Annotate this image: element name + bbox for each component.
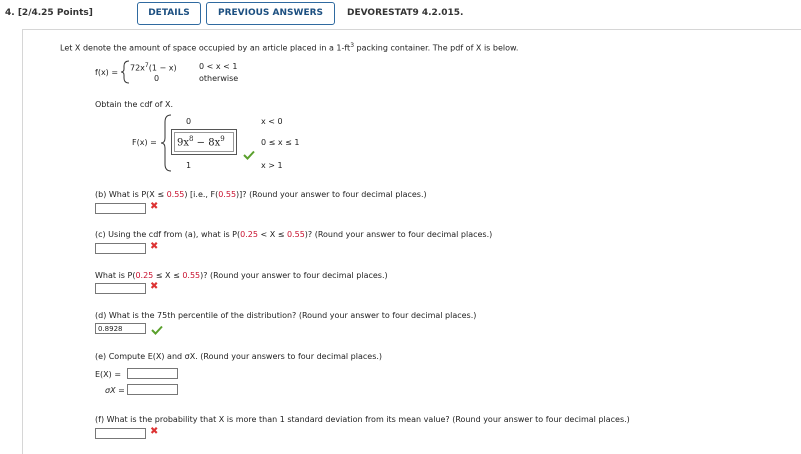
part-c-question: (c) Using the cdf from (a), what is P(0.25 < X ≤ 0.55)? (Round your answer to four decimal places.) [95, 230, 493, 239]
part-f-question: (f) What is the probability that X is more than 1 standard deviation from its mean value? (Round your answer to four decimal places.) [95, 415, 630, 424]
source-label: DEVORESTAT9 4.2.015. [347, 8, 464, 18]
pdf-expression: $72x^7(1 - x)$ [130, 62, 177, 73]
previous-answers-button[interactable]: PREVIOUS ANSWERS [206, 2, 335, 25]
cdf-top-value: 0 [186, 117, 192, 126]
cdf-bottom-condition: x > 1 [261, 161, 283, 170]
wrong-icon: ✖ [150, 426, 159, 437]
ex-input[interactable] [127, 368, 178, 379]
check-icon [243, 150, 255, 160]
cdf-label: F(x) = [132, 138, 157, 147]
cdf-mid-condition: 0 ≤ x ≤ 1 [261, 138, 300, 147]
question-number: 4. [2/4.25 Points] [5, 8, 93, 18]
part-b-input[interactable] [95, 203, 146, 214]
cdf-answer-expression: $9x^8 - 8x^9$ [177, 135, 225, 149]
sigma-x-label: σX = [105, 386, 125, 395]
wrong-icon: ✖ [150, 281, 159, 292]
question-header [0, 0, 801, 29]
part-c-input[interactable] [95, 243, 146, 254]
part-c2-question: What is P(0.25 ≤ X ≤ 0.55)? (Round your answer to four decimal places.) [95, 271, 388, 280]
sigma-x-input[interactable] [127, 384, 178, 395]
wrong-icon: ✖ [150, 201, 159, 212]
check-icon [151, 325, 163, 335]
part-e-question: (e) Compute E(X) and σX. (Round your answers to four decimal places.) [95, 352, 383, 361]
pdf-otherwise: otherwise [199, 74, 239, 83]
cdf-top-condition: x < 0 [261, 117, 283, 126]
cdf-bottom-value: 1 [186, 161, 192, 170]
part-d-input[interactable]: 0.8928 [95, 323, 146, 334]
part-f-input[interactable] [95, 428, 146, 439]
details-button[interactable]: DETAILS [137, 2, 201, 25]
cdf-prompt: Obtain the cdf of X. [95, 100, 174, 109]
part-c2-input[interactable] [95, 283, 146, 294]
intro-text: Let X denote the amount of space occupied by an article placed in a $1-ft^3$ packing container. The pdf of X is below. [60, 42, 519, 53]
wrong-icon: ✖ [150, 241, 159, 252]
pdf-zero: 0 [154, 74, 160, 83]
part-d-question: (d) What is the 75th percentile of the distribution? (Round your answer to four decimal places.) [95, 311, 477, 320]
pdf-condition: 0 < x < 1 [199, 62, 238, 71]
part-b-question: (b) What is P(X ≤ 0.55) [i.e., F(0.55)]? (Round your answer to four decimal places.) [95, 190, 427, 199]
pdf-label: f(x) = [95, 68, 119, 77]
ex-label: E(X) = [95, 370, 122, 379]
cdf-answer-box[interactable] [171, 129, 237, 155]
